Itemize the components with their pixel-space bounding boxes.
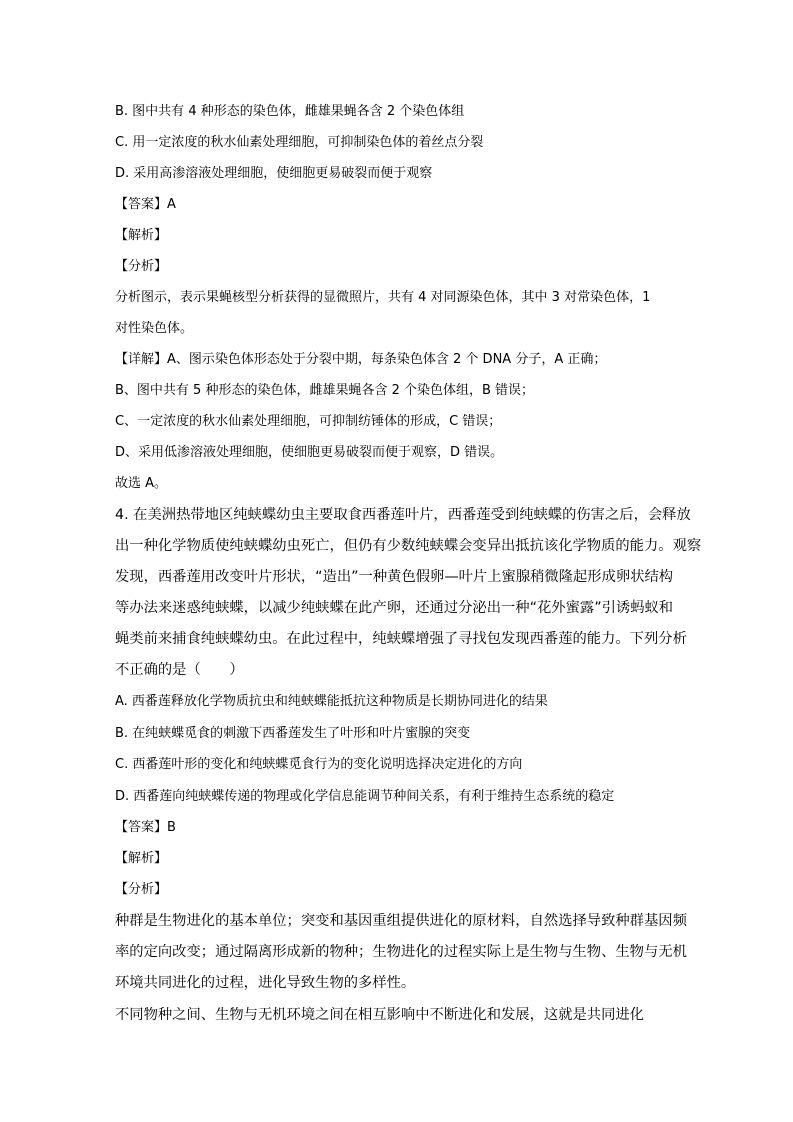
q3-option-c: C. 用一定浓度的秋水仙素处理细胞，可抑制染色体的着丝点分裂 bbox=[115, 135, 484, 150]
q4-stem-line-1: 4. 在美洲热带地区纯蛱蝶幼虫主要取食西番莲叶片，西番莲受到纯蛱蝶的伤害之后，会释放 bbox=[115, 507, 691, 523]
q4-fenxi-header: 【分析】 bbox=[115, 882, 168, 897]
q4-answer: 【答案】B bbox=[115, 820, 176, 835]
q4-option-d: D. 西番莲向纯蛱蝶传递的物理或化学信息能调节种间关系，有利于维持生态系统的稳定 bbox=[115, 789, 615, 804]
q3-detail-c: C、一定浓度的秋水仙素处理细胞，可抑制纺锤体的形成，C 错误； bbox=[115, 414, 502, 429]
q4-stem-line-4: 等办法来迷惑纯蛱蝶，以减少纯蛱蝶在此产卵，还通过分泌出一种“花外蜜露”引诱蚂蚁和 bbox=[115, 600, 674, 616]
q3-detail-b: B、图中共有 5 种形态的染色体，雌雄果蝇各含 2 个染色体组，B 错误； bbox=[115, 383, 535, 398]
q4-stem-line-6: 不正确的是（ ） bbox=[115, 662, 244, 678]
q4-analysis-header: 【解析】 bbox=[115, 851, 168, 866]
q3-option-d: D. 采用高渗溶液处理细胞，使细胞更易破裂而便于观察 bbox=[115, 166, 433, 181]
q4-fenxi-line-2: 率的定向改变；通过隔离形成新的物种；生物进化的过程实际上是生物与生物、生物与无机 bbox=[115, 944, 687, 960]
q3-fenxi-header: 【分析】 bbox=[115, 259, 168, 274]
q4-option-c: C. 西番莲叶形的变化和纯蛱蝶觅食行为的变化说明选择决定进化的方向 bbox=[115, 757, 523, 772]
q3-analysis-header: 【解析】 bbox=[115, 228, 168, 243]
q3-answer: 【答案】A bbox=[115, 197, 176, 212]
q4-fenxi-line-3: 环境共同进化的过程，进化导致生物的多样性。 bbox=[115, 975, 416, 991]
q3-fenxi-line-2: 对性染色体。 bbox=[115, 321, 194, 336]
q4-fenxi-line-4: 不同物种之间、生物与无机环境之间在相互影响中不断进化和发展，这就是共同进化 bbox=[115, 1007, 644, 1023]
q4-option-a: A. 西番莲释放化学物质抗虫和纯蛱蝶能抵抗这种物质是长期协同进化的结果 bbox=[115, 694, 548, 709]
q4-stem-line-2: 出一种化学物质使纯蛱蝶幼虫死亡，但仍有少数纯蛱蝶会变异出抵抗该化学物质的能力。观察 bbox=[115, 538, 702, 554]
q3-detail-a: 【详解】A、图示染色体形态处于分裂中期，每条染色体含 2 个 DNA 分子，A 正确； bbox=[115, 352, 607, 367]
q3-detail-d: D、采用低渗溶液处理细胞，使细胞更易破裂而便于观察，D 错误。 bbox=[115, 445, 504, 460]
q3-fenxi-line-1: 分析图示，表示果蝇核型分析获得的显微照片，共有 4 对同源染色体，其中 3 对常染色体，1 bbox=[115, 290, 651, 305]
q3-option-b: B. 图中共有 4 种形态的染色体，雌雄果蝇各含 2 个染色体组 bbox=[115, 104, 465, 119]
q4-option-b: B. 在纯蛱蝶觅食的刺激下西番莲发生了叶形和叶片蜜腺的突变 bbox=[115, 726, 471, 741]
q4-stem-line-3: 发现，西番莲用改变叶片形状，“造出”一种黄色假卵—叶片上蜜腺稍微隆起形成卵状结构 bbox=[115, 569, 674, 585]
q4-stem-line-5: 蝇类前来捕食纯蛱蝶幼虫。在此过程中，纯蛱蝶增强了寻找包发现西番莲的能力。下列分析 bbox=[115, 631, 687, 647]
q4-fenxi-line-1: 种群是生物进化的基本单位；突变和基因重组提供进化的原材料，自然选择导致种群基因频 bbox=[115, 913, 687, 929]
q3-conclusion: 故选 A。 bbox=[115, 476, 168, 491]
